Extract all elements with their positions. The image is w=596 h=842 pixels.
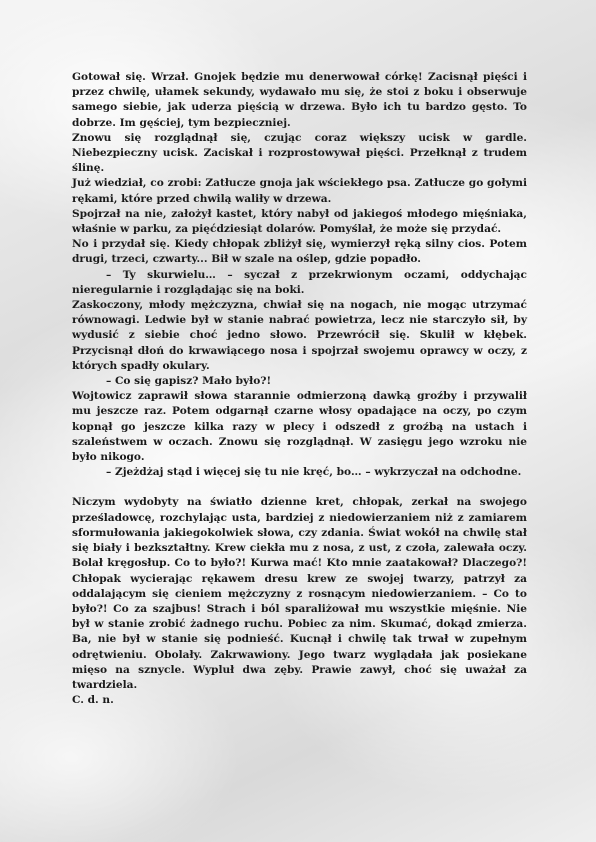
paragraph: Wojtowicz zaprawił słowa starannie odmierzoną dawką groźby i przywalił mu jeszcze raz. Potem odgarnął czarne włosy opadające na oczy, po czym kopnął go jeszcze kilka razy w plecy i odszedł z groźbą na ustach i szaleństwem w oczach. Znowu się rozglądnął. W zasięgu jego wzroku nie było nikogo. — [72, 390, 527, 464]
dialogue-line: – Zjeżdżaj stąd i więcej się tu nie kręć, bo… – wykrzyczał na odchodne. — [106, 466, 522, 479]
paragraph: No i przydał się. Kiedy chłopak zbliżył się, wymierzył ręką silny cios. Potem drugi, trzeci, czwarty... Bił w szale na oślep, gdzie popadło. — [72, 238, 527, 266]
paragraph: Gotował się. Wrzał. Gnojek będzie mu denerwował córkę! Zacisnął pięści i przez chwilę, ułamek sekundy, wydawało mu się, że stoi z boku i obserwuje samego siebie, jak uderza pięścią w drzewa. Było ich tu bardzo gęsto. To dobrze. Im gęściej, tym bezpieczniej. — [72, 71, 527, 129]
paragraph: Spojrzał na nie, założył kastet, który nabył od jakiegoś młodego mięśniaka, właśnie w parku, za pięćdziesiąt dolarów. Pomyślał, że może się przydać. — [72, 207, 527, 236]
document-page — [72, 70, 527, 708]
paragraph: Niczym wydobyty na światło dzienne kret, chłopak, zerkał na swojego prześladowcę, rozchylając usta, bardziej z niedowierzaniem niż z zamiarem sformułowania jakiegokolwiek słowa, czy zdania. Świat wokół na chwilę stał się biały i bezkształtny. Krew ciekła mu z nosa, z ust, z czoła, zalewała oczy. Bolał kręgosłup. Co to było?! Kurwa mać! Kto mnie zaatakował? Dlaczego?! Chłopak wycierając rękawem dresu krew ze swojej twarzy, patrzył za oddalającym się cieniem mężczyzny z rosnącym niedowierzaniem. – Co to było?! Co za szajbus! Strach i ból sparaliżował mu wszystkie mięśnie. Nie był w stanie zrobić żadnego ruchu. Pobiec za nim. Skumać, dokąd zmierza. Ba, nie był w stanie się podnieść. Kucnął i chwilę tak trwał w zupełnym odrętwieniu. Obolały. Zakrwawiony. Jego twarz wyglądała jak posiekane mięso na sznycle. Wypluł dwa zęby. Prawie zawył, choć się uważał za twardziela. — [72, 496, 527, 691]
dialogue-line: – Co się gapisz? Mało było?! — [106, 375, 272, 388]
continuation-note: C. d. n. — [72, 694, 114, 707]
paragraph-gap — [72, 480, 527, 495]
paragraph: Zaskoczony, młody mężczyzna, chwiał się na nogach, nie mogąc utrzymać równowagi. Ledwie był w stanie nabrać powietrza, lecz nie starczyło sił, by wydusić z siebie choć jedno słowo. Przewrócił się. Skulił w kłębek. Przycisnął dłoń do krwawiącego nosa i spojrzał swojemu oprawcy w oczy, z których spadły okulary. — [72, 299, 527, 372]
dialogue-line: – Ty skurwielu… – syczał z przekrwionym oczami, oddychając nieregularnie i rozglądając się na boki. — [72, 268, 527, 296]
paragraph: Znowu się rozglądnął się, czując coraz większy ucisk w gardle. Niebezpieczny ucisk. Zaciskał i rozprostowywał pięści. Przełknął z trudem ślinę. — [72, 131, 527, 175]
paragraph: Już wiedział, co zrobi: Zatłucze gnoja jak wściekłego psa. Zatłucze go gołymi rękami, które przed chwilą waliły w drzewa. — [72, 177, 527, 205]
